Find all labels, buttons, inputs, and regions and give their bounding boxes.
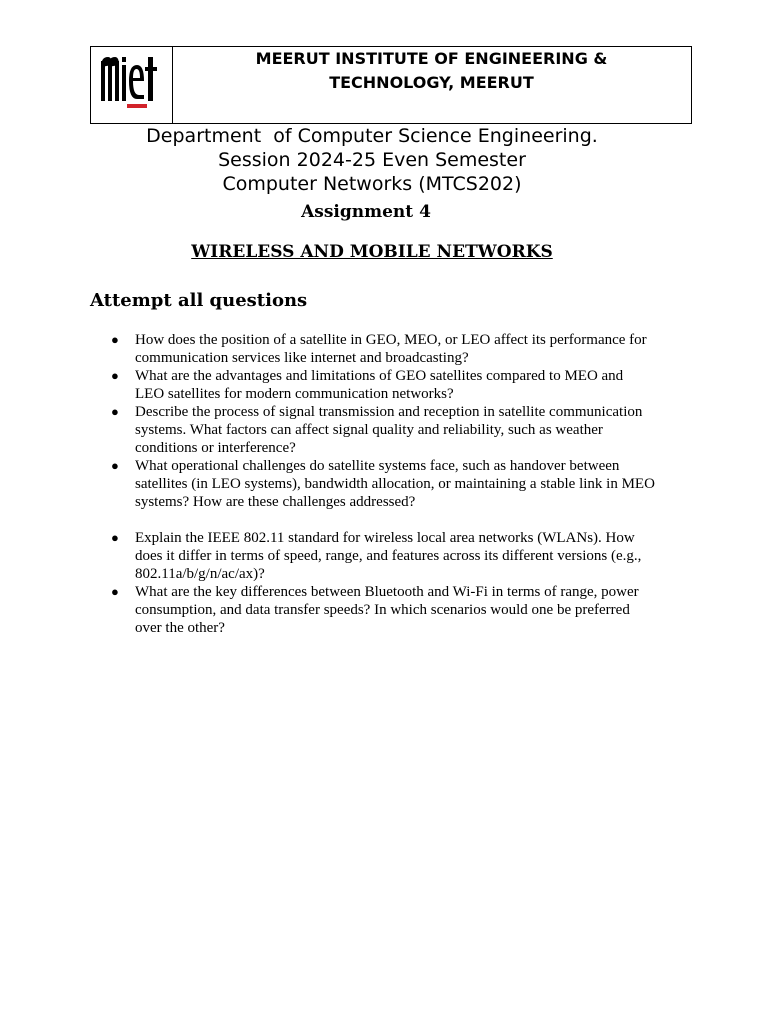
question-text: What operational challenges do satellite systems face, such as handover between satellites (in LEO systems), bandwidth allocation, or maintaining a stable link in MEO systems? How are these challenges addressed? [135,458,655,510]
list-spacer [0,511,768,529]
question-item [0,457,655,511]
question-item [0,331,655,367]
question-text: What are the advantages and limitations of GEO satellites compared to MEO and LEO satellites for modern communication networks? [135,368,624,402]
instruction-heading: Attempt all questions [90,290,308,311]
question-list [0,331,768,637]
assignment-title: Assignment 4 [301,202,431,222]
institute-name-line2: TECHNOLOGY, MEERUT [329,73,534,92]
question-item [0,403,655,457]
department-name: Department of Computer Science Engineering. [146,125,598,147]
department-block [90,124,654,196]
bullet-icon: ● [111,530,119,545]
question-text: Explain the IEEE 802.11 standard for wireless local area networks (WLANs). How does it differ in terms of speed, range, and features across its different versions (e.g., 802.11a/b/g/n/ac/ax)? [135,530,642,582]
miet-logo [99,51,165,111]
question-item [0,583,655,637]
topic-heading [90,240,654,264]
bullet-icon: ● [111,332,119,347]
institute-name-line1: MEERUT INSTITUTE OF ENGINEERING & [255,49,608,68]
bullet-icon: ● [111,404,119,419]
institute-name [172,47,691,95]
course-name: Computer Networks (MTCS202) [222,173,522,195]
question-item [0,367,655,403]
bullet-icon: ● [111,584,119,599]
question-item [0,529,655,583]
question-text: Describe the process of signal transmission and reception in satellite communication systems. What factors can affect signal quality and reliability, such as weather conditions or interference? [135,404,643,456]
topic-text: WIRELESS AND MOBILE NETWORKS [191,242,553,262]
bullet-icon: ● [111,368,119,383]
bullet-icon: ● [111,458,119,473]
logo-cell [91,47,173,123]
question-text: How does the position of a satellite in GEO, MEO, or LEO affect its performance for communication services like internet and broadcasting? [135,332,647,366]
question-text: What are the key differences between Bluetooth and Wi-Fi in terms of range, power consumption, and data transfer speeds? In which scenarios would one be preferred over the other? [135,584,639,636]
session-info: Session 2024-25 Even Semester [218,149,526,171]
header-box [90,46,692,124]
